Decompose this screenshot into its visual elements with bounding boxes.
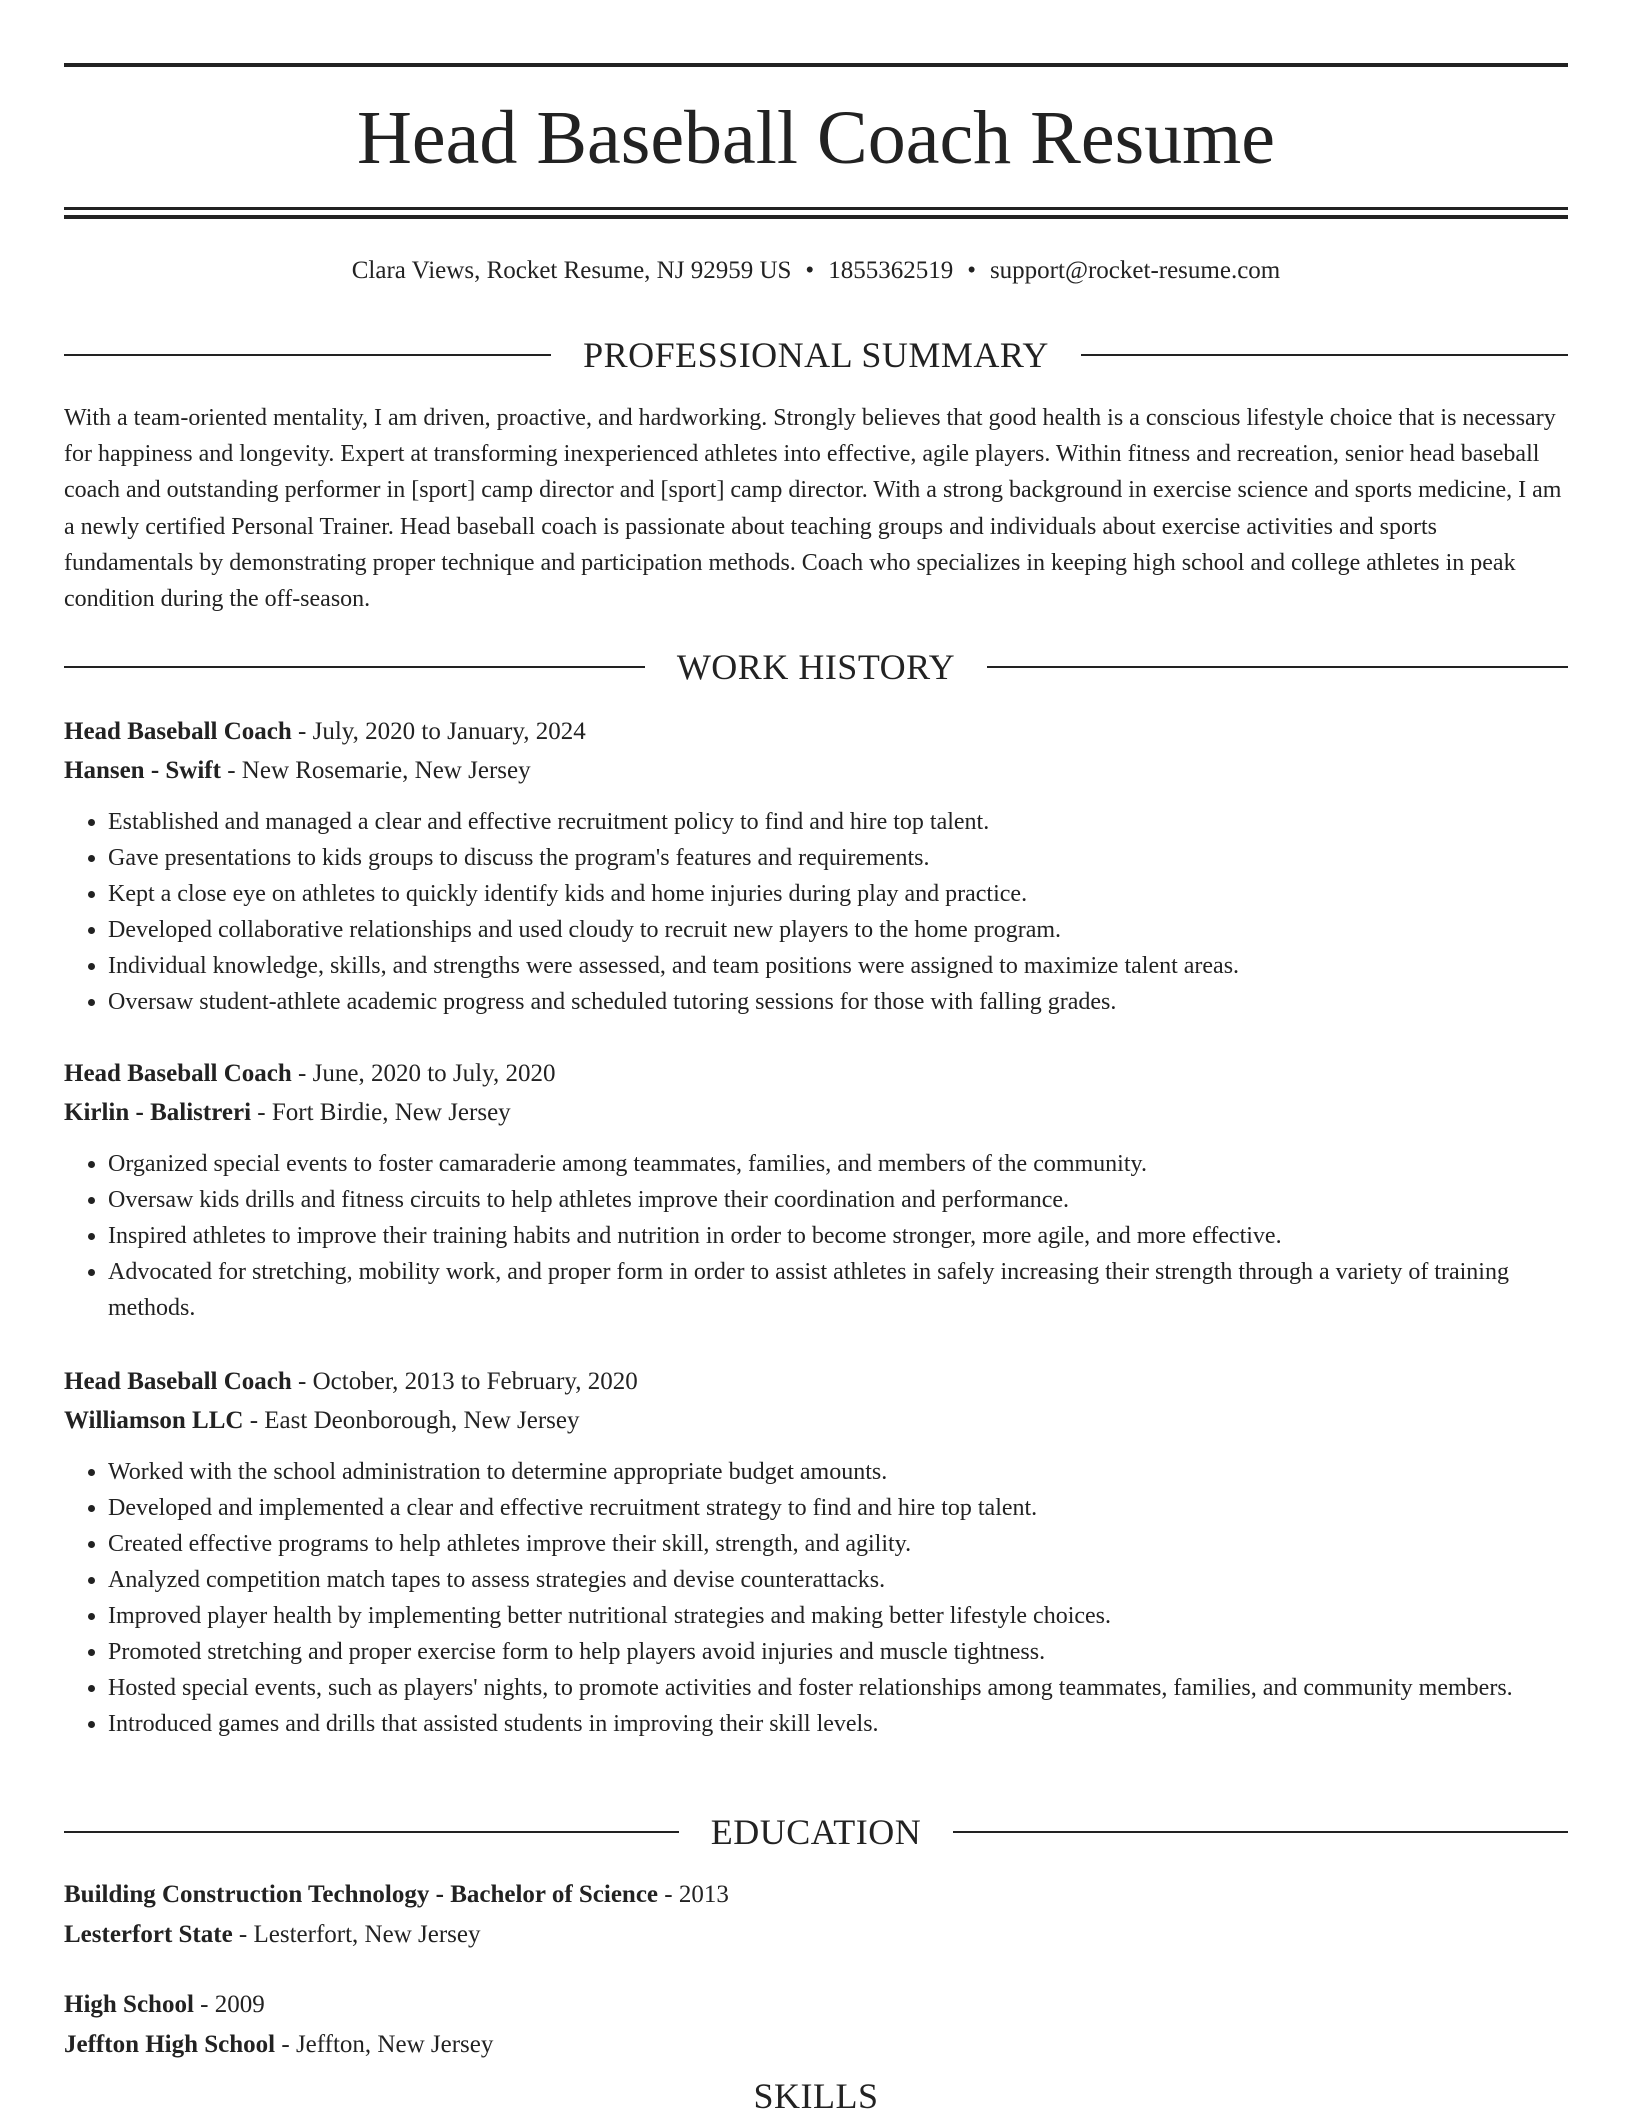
contact-separator: • <box>967 257 976 284</box>
job-employer: Kirlin - Balistreri <box>64 1099 252 1126</box>
education-school-line <box>64 1915 1568 1955</box>
list-item: • Created effective programs to help athletes improve their skill, strength, and agility. <box>108 1526 1568 1562</box>
job-entry <box>64 1054 1568 1326</box>
job-location: - Fort Birdie, New Jersey <box>251 1099 511 1126</box>
list-item: • Advocated for stretching, mobility work, and proper form in order to assist athletes in safely increasing their strength through a variety of training methods. <box>108 1254 1568 1326</box>
section-title: PROFESSIONAL SUMMARY <box>583 335 1049 375</box>
section-heading-skills <box>64 2074 1568 2118</box>
job-title-line <box>64 1362 1568 1401</box>
list-item: • Improved player health by implementing better nutritional strategies and making better lifestyle choices. <box>108 1598 1568 1634</box>
job-title: Head Baseball Coach <box>64 1368 292 1395</box>
education-location: - Lesterfort, New Jersey <box>232 1921 481 1948</box>
job-title: Head Baseball Coach <box>64 1060 292 1087</box>
heading-rule-left <box>64 354 551 356</box>
job-location: - New Rosemarie, New Jersey <box>220 757 531 784</box>
list-item: • Organized special events to foster camaraderie among teammates, families, and members of the community. <box>108 1146 1568 1182</box>
job-entry <box>64 712 1568 1020</box>
list-item: • Individual knowledge, skills, and strengths were assessed, and team positions were assigned to maximize talent areas. <box>108 948 1568 984</box>
contact-separator: • <box>805 257 815 284</box>
job-employer-line <box>64 1093 1568 1132</box>
job-title-line <box>64 712 1568 751</box>
list-item: • Analyzed competition match tapes to assess strategies and devise counterattacks. <box>108 1562 1568 1598</box>
heading-rule-right <box>953 1831 1568 1833</box>
education-degree: Building Construction Technology - Bachelor of Science <box>64 1881 659 1908</box>
job-dates: - October, 2013 to February, 2020 <box>291 1368 638 1395</box>
title-rule-lower <box>64 215 1568 219</box>
list-item: • Introduced games and drills that assisted students in improving their skill levels. <box>108 1706 1568 1742</box>
contact-line <box>64 255 1568 287</box>
top-rule <box>64 63 1568 67</box>
contact-email: support@rocket-resume.com <box>989 257 1281 284</box>
section-title: EDUCATION <box>710 1812 922 1852</box>
list-item: • Oversaw student-athlete academic progress and scheduled tutoring sessions for those with falling grades. <box>108 984 1568 1020</box>
heading-rule-left <box>64 1831 679 1833</box>
contact-address: Clara Views, Rocket Resume, NJ 92959 US <box>351 257 792 284</box>
list-item: • Developed and implemented a clear and effective recruitment strategy to find and hire top talent. <box>108 1490 1568 1526</box>
job-title: Head Baseball Coach <box>64 718 292 745</box>
education-degree-line <box>64 1875 1568 1915</box>
education-degree-line <box>64 1985 1568 2025</box>
job-location: - East Deonborough, New Jersey <box>243 1407 580 1434</box>
title-rule-upper <box>64 207 1568 210</box>
education-school: Lesterfort State <box>64 1921 233 1948</box>
list-item: • Gave presentations to kids groups to discuss the program's features and requirements. <box>108 840 1568 876</box>
education-location: - Jeffton, New Jersey <box>275 2031 494 2058</box>
section-title: SKILLS <box>753 2076 879 2116</box>
job-title-line <box>64 1054 1568 1093</box>
section-heading-work-history <box>64 645 1568 689</box>
list-item: • Kept a close eye on athletes to quickly identify kids and home injuries during play and practice. <box>108 876 1568 912</box>
heading-rule-right <box>987 666 1568 668</box>
heading-rule-right <box>1081 354 1568 356</box>
job-employer: Hansen - Swift <box>64 757 221 784</box>
list-item: • Hosted special events, such as players' nights, to promote activities and foster relationships among teammates, families, and community members. <box>108 1670 1568 1706</box>
section-title: WORK HISTORY <box>676 647 956 687</box>
list-item: • Inspired athletes to improve their training habits and nutrition in order to become stronger, more agile, and more effective. <box>108 1218 1568 1254</box>
list-item: • Worked with the school administration to determine appropriate budget amounts. <box>108 1454 1568 1490</box>
resume-title: Head Baseball Coach Resume <box>356 96 1276 180</box>
job-employer-line <box>64 1401 1568 1440</box>
list-item: • Oversaw kids drills and fitness circuits to help athletes improve their coordination and performance. <box>108 1182 1568 1218</box>
contact-phone: 1855362519 <box>828 257 954 284</box>
education-degree: High School <box>64 1991 194 2018</box>
job-entry <box>64 1362 1568 1742</box>
heading-rule-left <box>64 666 645 668</box>
education-school: Jeffton High School <box>64 2031 276 2058</box>
education-entry <box>64 1875 1568 1955</box>
education-year: - 2009 <box>193 1991 265 2018</box>
section-heading-education <box>64 1810 1568 1854</box>
job-bullets <box>64 804 1568 1020</box>
job-employer-line <box>64 751 1568 790</box>
list-item: • Established and managed a clear and effective recruitment policy to find and hire top talent. <box>108 804 1568 840</box>
section-heading-summary <box>64 333 1568 377</box>
job-bullets <box>64 1146 1568 1326</box>
list-item: • Promoted stretching and proper exercise form to help players avoid injuries and muscle tightness. <box>108 1634 1568 1670</box>
summary-paragraph: With a team-oriented mentality, I am driven, proactive, and hardworking. Strongly believes that good health is a conscious lifestyle choice that is necessary for happiness and longevity. Expert at transforming inexperienced athletes into effective, agile players. Within fitness and recreation, senior head baseball coach and outstanding performer in [sport] camp director and [sport] camp director. With a strong background in exercise science and sports medicine, I am a newly certified Personal Trainer. Head baseball coach is passionate about teaching groups and individuals about exercise activities and sports fundamentals by demonstrating proper technique and participation methods. Coach who specializes in keeping high school and college athletes in peak condition during the off-season. <box>64 405 1562 613</box>
education-entry <box>64 1985 1568 2065</box>
education-year: - 2013 <box>658 1881 729 1908</box>
job-employer: Williamson LLC <box>64 1407 244 1434</box>
job-dates: - July, 2020 to January, 2024 <box>291 718 586 745</box>
job-bullets <box>64 1454 1568 1742</box>
job-dates: - June, 2020 to July, 2020 <box>291 1060 556 1087</box>
education-school-line <box>64 2025 1568 2065</box>
list-item: • Developed collaborative relationships and used cloudy to recruit new players to the home program. <box>108 912 1568 948</box>
